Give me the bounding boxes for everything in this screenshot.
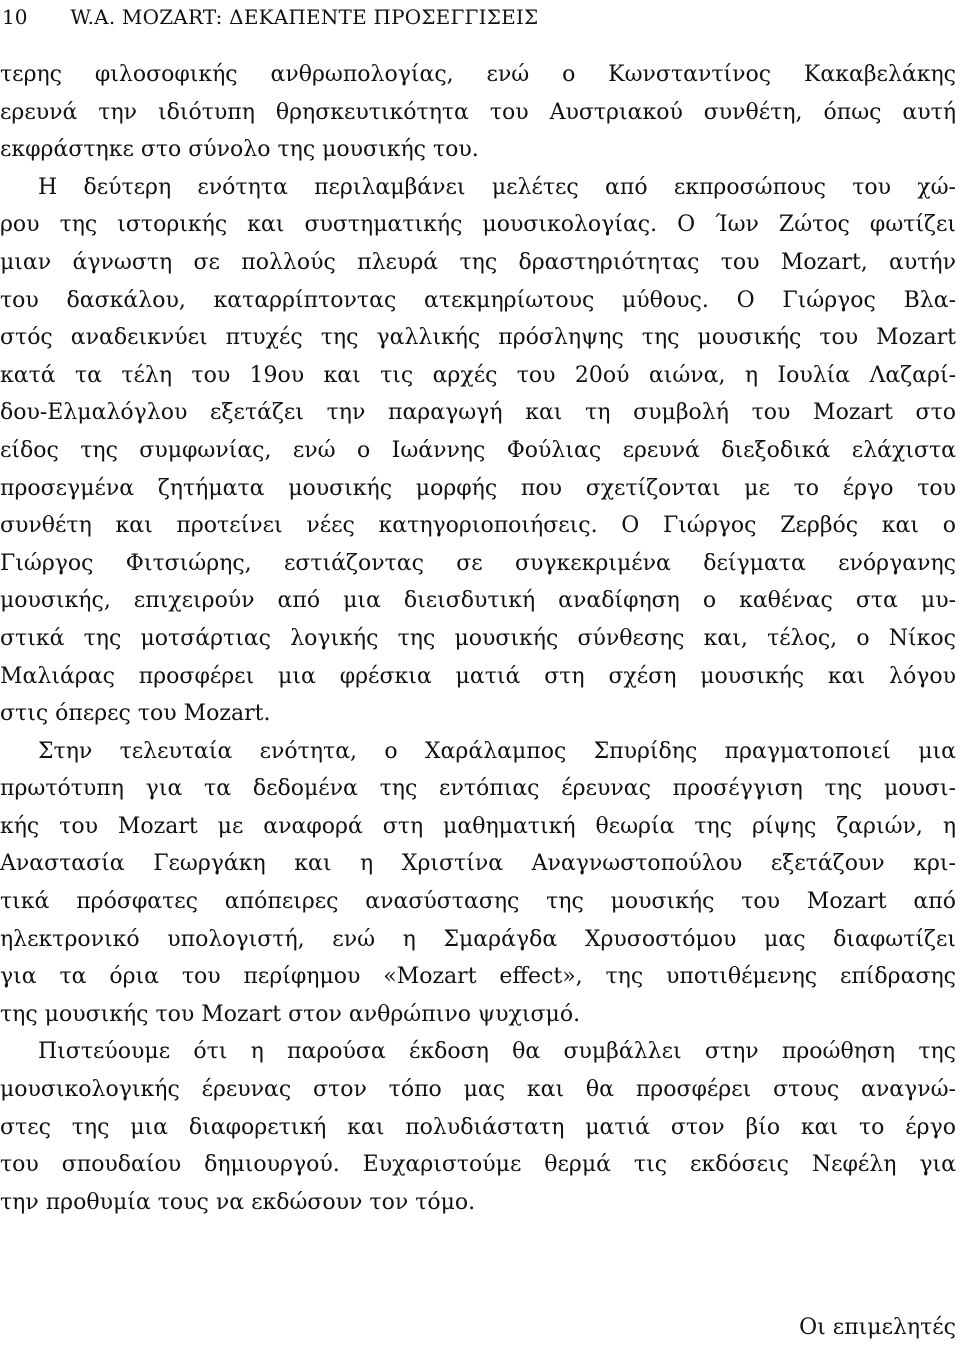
- text-line: είδος της συμφωνίας, ενώ ο Ιωάννης Φούλιας ερευνά διεξοδικά ελάχιστα: [0, 437, 956, 463]
- text-line: Γιώργος Φιτσιώρης, εστιάζοντας σε συγκεκριμένα δείγματα ενόργανης: [0, 550, 956, 576]
- text-line: Μαλιάρας προσφέρει μια φρέσκια ματιά στη σχέση μουσικής και λόγου: [0, 663, 956, 689]
- text-line: κατά τα τέλη του 19ου και τις αρχές του 20ού αιώνα, η Ιουλία Λαζαρί-: [0, 362, 956, 388]
- page-number: 10: [2, 5, 28, 29]
- text-line: για τα όρια του περίφημου «Mozart effect», της υποτιθέμενης επίδρασης: [0, 964, 956, 990]
- text-line: στες της μια διαφορετική και πολυδιάστατη ματιά στον βίο και το έργο: [0, 1114, 956, 1140]
- text-line: μουσικής, επιχειρούν από μια διεισδυτική αναδίφηση ο καθένας στα μυ-: [0, 588, 956, 614]
- body-text: [0, 56, 956, 1221]
- text-line: Στην τελευταία ενότητα, ο Χαράλαμπος Σπυρίδης πραγματοποιεί μια: [38, 738, 956, 764]
- text-line: την προθυμία τους να εκδώσουν τον τόμο.: [0, 1189, 476, 1215]
- text-line: ηλεκτρονικό υπολογιστή, ενώ η Σμαράγδα Χρυσοστόμου μας διαφωτίζει: [0, 926, 956, 952]
- text-line: του σπουδαίου δημιουργού. Ευχαριστούμε θερμά τις εκδόσεις Νεφέλη για: [0, 1152, 956, 1178]
- text-line: εκφράστηκε στο σύνολο της μουσικής του.: [0, 137, 479, 163]
- signature: Οι επιμελητές: [799, 1315, 956, 1340]
- text-line: μιαν άγνωστη σε πολλούς πλευρά της δραστηριότητας του Mozart, αυτήν: [0, 249, 956, 275]
- text-line: στός αναδεικνύει πτυχές της γαλλικής πρόσληψης της μουσικής του Mozart: [0, 325, 956, 351]
- text-line: του δασκάλου, καταρρίπτοντας ατεκμηρίωτους μύθους. Ο Γιώργος Βλα-: [0, 287, 956, 313]
- text-line: τικά πρόσφατες απόπειρες ανασύστασης της μουσικής του Mozart από: [0, 889, 956, 915]
- text-line: τερης φιλοσοφικής ανθρωπολογίας, ενώ ο Κωνσταντίνος Κακαβελάκης: [0, 62, 956, 87]
- running-title: W.A. MOZART: ΔΕΚΑΠΕΝΤΕ ΠΡΟΣΕΓΓΙΣΕΙΣ: [70, 5, 539, 29]
- text-line: κής του Mozart με αναφορά στη μαθηματική θεωρία της ρίψης ζαριών, η: [0, 813, 956, 839]
- text-line: πρωτότυπη για τα δεδομένα της εντόπιας έρευνας προσέγγιση της μουσι-: [0, 776, 956, 802]
- text-line: Η δεύτερη ενότητα περιλαμβάνει μελέτες από εκπροσώπους του χώ-: [38, 174, 956, 200]
- text-line: συνθέτη και προτείνει νέες κατηγοριοποιήσεις. Ο Γιώργος Ζερβός και ο: [0, 513, 956, 539]
- running-head: [2, 2, 958, 36]
- text-line: μουσικολογικής έρευνας στον τόπο μας και θα προσφέρει στους αναγνώ-: [0, 1077, 956, 1103]
- text-line: στικά της μοτσάρτιας λογικής της μουσικής σύνθεσης και, τέλος, ο Νίκος: [0, 625, 956, 651]
- text-line: προσεγμένα ζητήματα μουσικής μορφής που σχετίζονται με το έργο του: [0, 475, 956, 501]
- text-line: της μουσικής του Mozart στον ανθρώπινο ψυχισμό.: [0, 1001, 581, 1027]
- text-line: στις όπερες του Mozart.: [0, 701, 271, 727]
- text-line: ερευνά την ιδιότυπη θρησκευτικότητα του Αυστριακού συνθέτη, όπως αυτή: [0, 99, 956, 125]
- text-line: Αναστασία Γεωργάκη και η Χριστίνα Αναγνωστοπούλου εξετάζουν κρι-: [0, 851, 956, 877]
- text-line: ρου της ιστορικής και συστηματικής μουσικολογίας. Ο Ίων Ζώτος φωτίζει: [0, 212, 956, 238]
- text-line: Πιστεύουμε ότι η παρούσα έκδοση θα συμβάλλει στην προώθηση της: [38, 1039, 956, 1065]
- text-line: δου-Ελμαλόγλου εξετάζει την παραγωγή και τη συμβολή του Mozart στο: [0, 400, 956, 426]
